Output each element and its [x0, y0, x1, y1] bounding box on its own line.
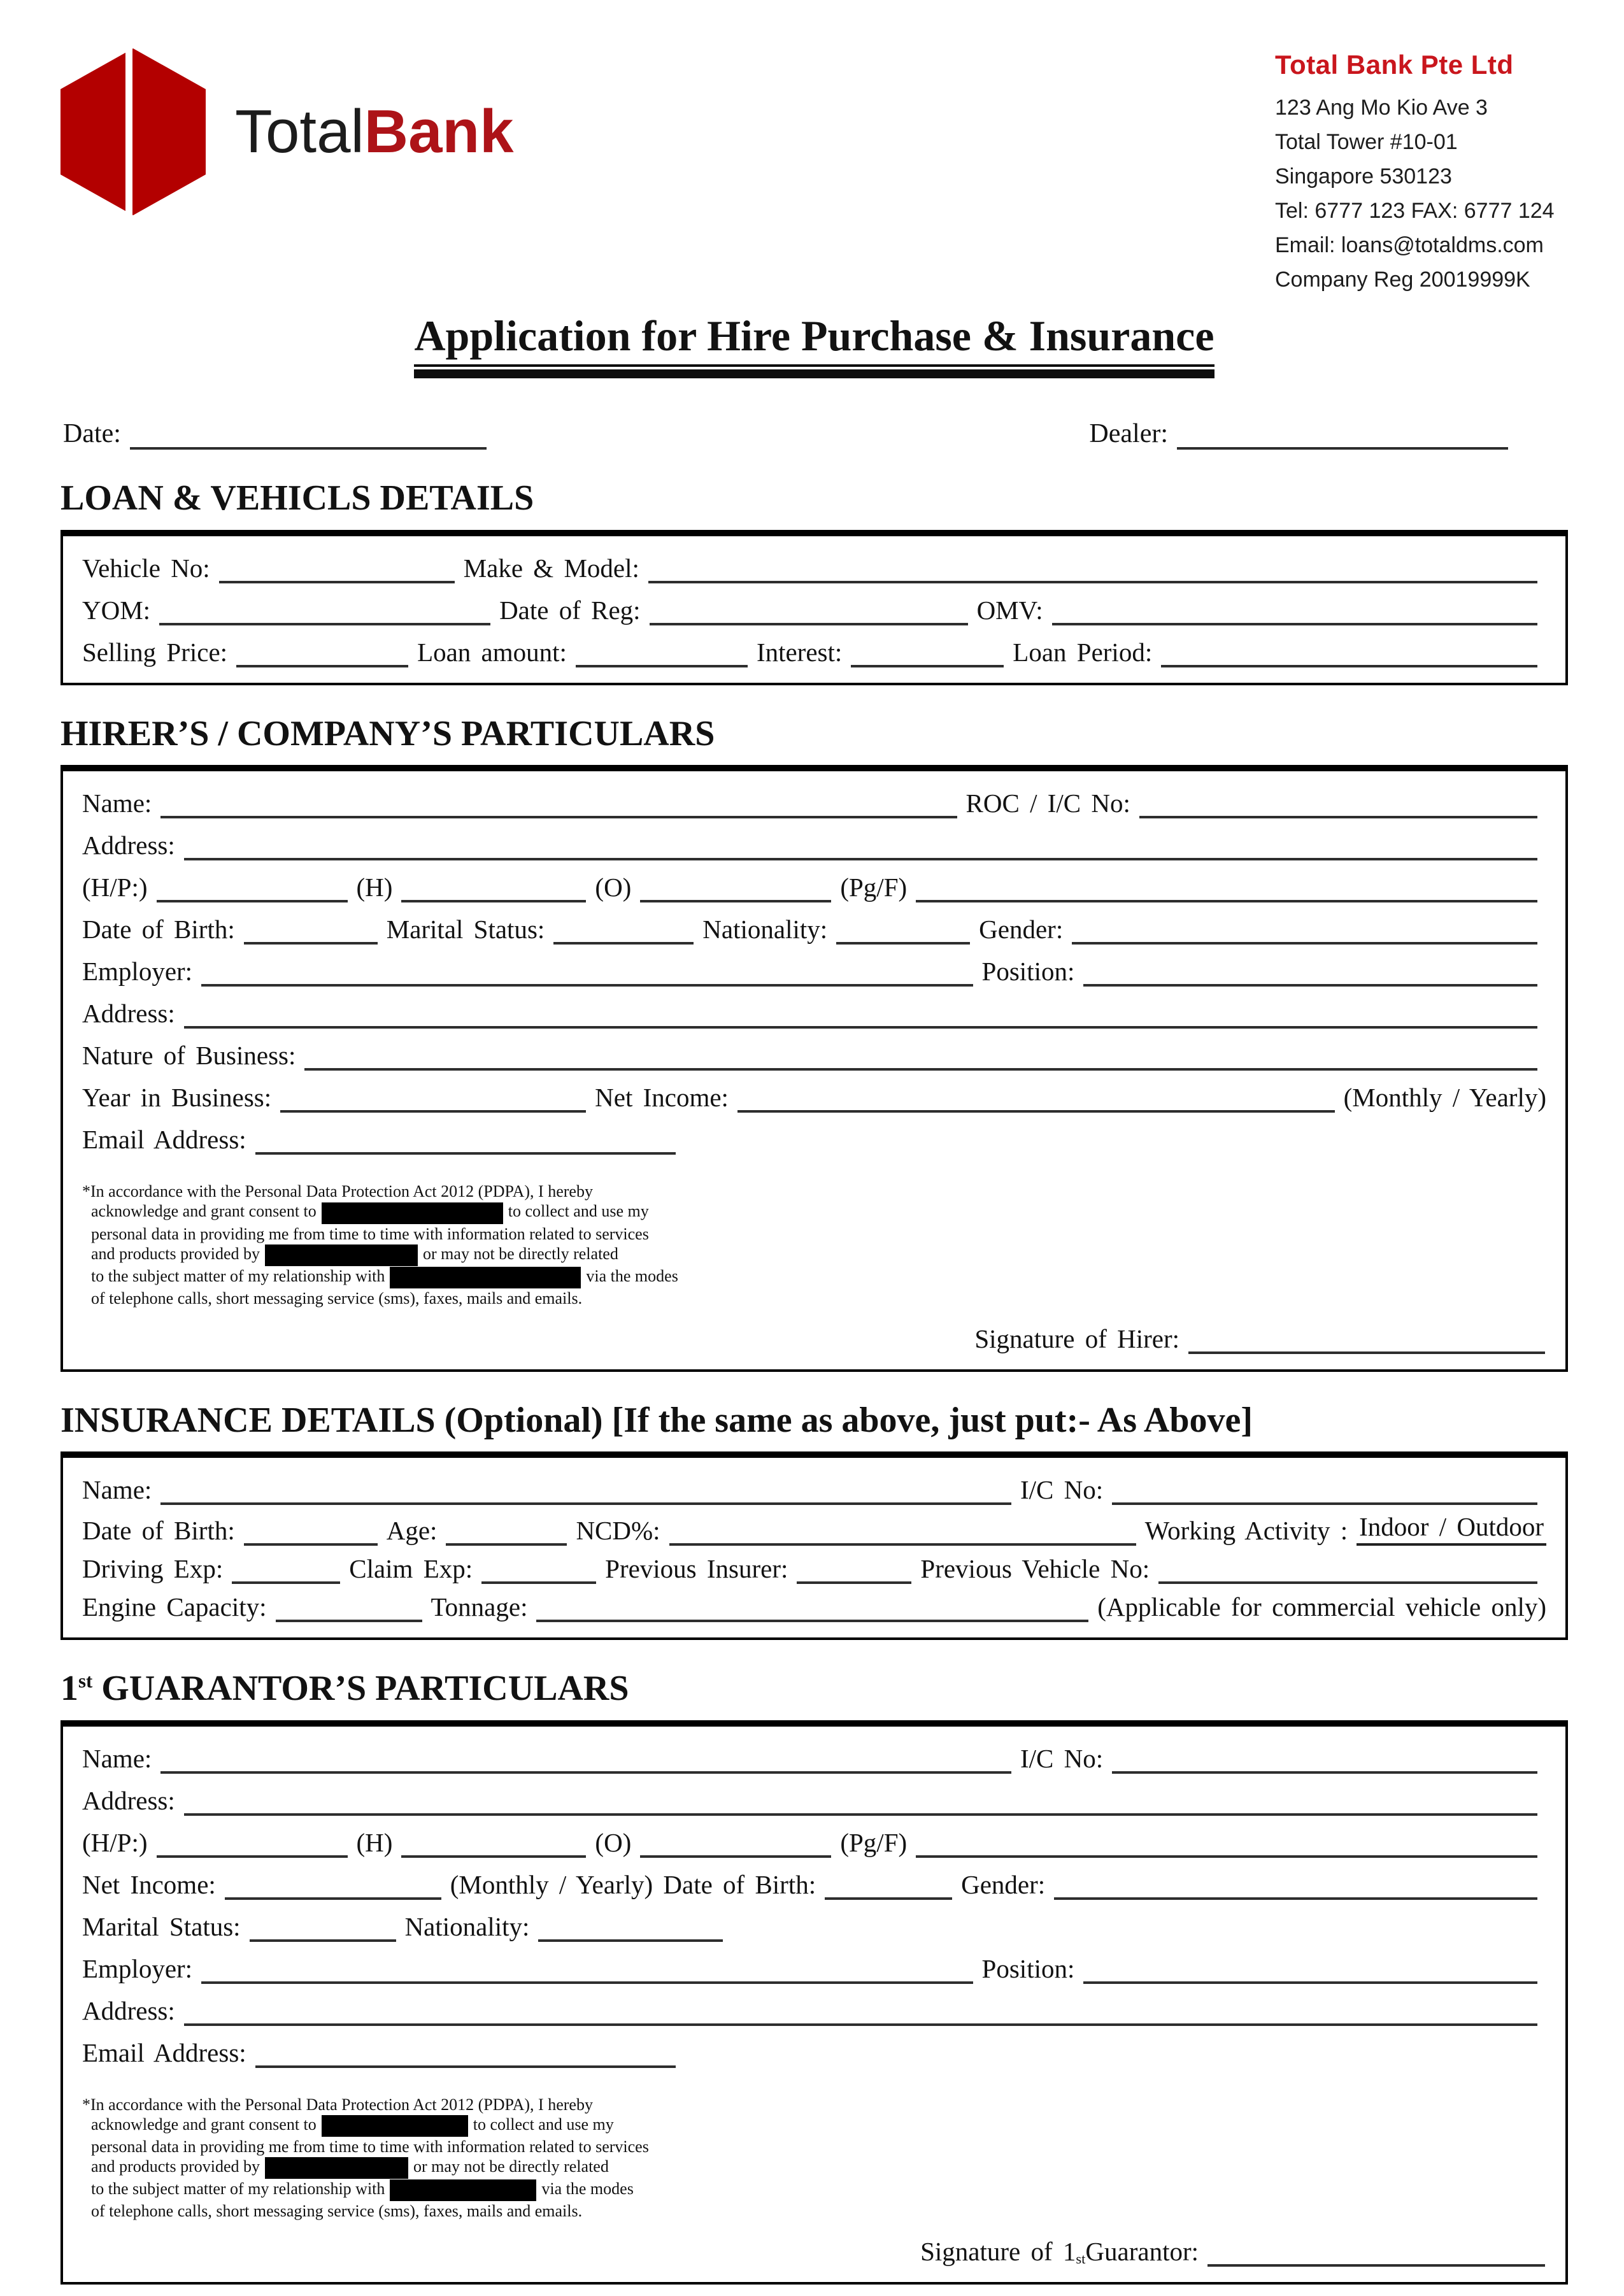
form-row	[82, 1868, 1546, 1900]
letterhead-lines	[1275, 90, 1568, 297]
blank-line	[184, 1784, 1537, 1816]
field-label: 1	[61, 1669, 78, 1709]
field-label: to collect and use my	[508, 1202, 649, 1221]
letterhead-line: Tel: 6777 123 FAX: 6777 124	[1275, 199, 1555, 224]
redaction-box	[322, 1202, 503, 1224]
field-label: or may not be directly related	[423, 1244, 618, 1263]
blank-line	[538, 1910, 723, 1942]
field-label: Date of Reg:	[499, 595, 641, 625]
blank-line	[553, 913, 694, 945]
form-sections	[61, 479, 1568, 2285]
blank-line	[1207, 2235, 1545, 2267]
blank-line	[201, 955, 972, 987]
date-field	[63, 418, 495, 450]
blank-line	[916, 871, 1537, 902]
fine-print-line	[82, 1244, 674, 1266]
blank-line	[159, 594, 490, 625]
form-row	[82, 1826, 1546, 1858]
field-label: Email Address:	[82, 1125, 246, 1155]
field-label: acknowledge and grant consent to	[91, 1202, 317, 1221]
form-title: Application for Hire Purchase & Insurance	[414, 311, 1214, 367]
blank-line	[255, 2036, 676, 2068]
fine-print-line	[82, 2157, 674, 2179]
field-label: (Pg/F)	[840, 1827, 908, 1857]
blank-line	[481, 1552, 596, 1584]
blank-line	[255, 1123, 676, 1155]
field-label: (H/P:)	[82, 873, 148, 902]
field-label: Selling Price:	[82, 637, 228, 667]
blank-line	[1054, 1868, 1537, 1900]
field-label: Loan amount:	[417, 637, 567, 667]
field-label: I/C No:	[1020, 1743, 1104, 1773]
blank-line	[184, 997, 1537, 1029]
form-row	[82, 2036, 1546, 2068]
field-label: Engine Capacity:	[82, 1592, 267, 1622]
letterhead-line: Total Tower #10-01	[1275, 130, 1458, 155]
fine-print-line	[82, 2201, 674, 2221]
blank-line	[446, 1514, 567, 1546]
field-label: Gender:	[979, 915, 1064, 945]
field-label: ROC / I/C No:	[965, 788, 1130, 818]
redaction-box	[390, 1267, 581, 1288]
field-label: Previous Insurer:	[605, 1554, 788, 1584]
fine-print-line	[82, 2137, 674, 2157]
dealer-label: Dealer:	[1089, 419, 1168, 449]
field-label: Name:	[82, 788, 152, 818]
blank-line	[640, 871, 831, 902]
field-label: Age:	[386, 1516, 438, 1546]
field-label: NCD%:	[576, 1516, 660, 1546]
field-label: via the modes	[541, 2179, 634, 2198]
form-row	[82, 1910, 1546, 1942]
fine-print-line	[82, 2095, 674, 2114]
field-label: and products provided by	[91, 2157, 260, 2176]
field-label: INSURANCE DETAILS (Optional) [If the same as above, just put:- As Above]	[61, 1400, 1253, 1440]
section-box-hirer-company-particulars	[61, 765, 1568, 1371]
form-row	[82, 1081, 1546, 1113]
underlined-option-label: Indoor / Outdoor	[1357, 1511, 1546, 1546]
section-header-hirer-company-particulars	[61, 715, 1568, 754]
fine-print-line	[82, 2179, 674, 2201]
field-label: (Pg/F)	[840, 873, 908, 902]
section-header-insurance-details	[61, 1401, 1568, 1441]
letterhead-contact-block	[1275, 50, 1568, 297]
field-label: I/C No:	[1020, 1475, 1104, 1505]
form-title-wrap	[61, 311, 1568, 378]
fine-print-line	[82, 1181, 674, 1201]
field-label: YOM:	[82, 595, 151, 625]
signature-row	[82, 1322, 1546, 1354]
superscript-text: st	[78, 1670, 93, 1692]
blank-line	[244, 1514, 378, 1546]
field-label: Guarantor:	[1085, 2236, 1199, 2266]
blank-line	[157, 1826, 348, 1858]
field-label: Address:	[82, 831, 175, 860]
dealer-blank-line	[1177, 418, 1508, 450]
fine-print-line	[82, 1224, 674, 1244]
field-label: Previous Vehicle No:	[920, 1554, 1150, 1584]
blank-line	[836, 913, 970, 945]
field-label: Nature of Business:	[82, 1041, 296, 1071]
blank-line	[219, 552, 455, 583]
pdpa-fine-print	[82, 1181, 678, 1308]
form-row	[82, 1552, 1546, 1584]
fine-print-line	[82, 1201, 674, 1223]
redaction-box	[390, 2179, 536, 2201]
field-label: OMV:	[976, 595, 1043, 625]
field-label: Date of Birth:	[82, 1516, 235, 1546]
field-label: Interest:	[756, 637, 843, 667]
field-label: (O)	[595, 873, 632, 902]
blank-line	[1112, 1473, 1537, 1505]
blank-line	[825, 1868, 952, 1900]
field-label: Net Income:	[82, 1869, 216, 1899]
field-label: Loan Period:	[1013, 637, 1153, 667]
field-label: personal data in providing me from time to time with information related to services	[91, 2137, 649, 2156]
blank-line	[160, 1742, 1011, 1774]
form-row	[82, 913, 1546, 945]
form-row	[82, 955, 1546, 987]
section-header-first-guarantor-particulars	[61, 1669, 1568, 1709]
blank-line	[401, 1826, 586, 1858]
bank-logo	[61, 48, 514, 215]
blank-line	[916, 1826, 1537, 1858]
blank-line	[1139, 787, 1537, 818]
blank-line	[276, 1590, 422, 1622]
wordmark-bank: Bank	[364, 97, 514, 166]
field-label: acknowledge and grant consent to	[91, 2114, 317, 2134]
field-label: (Applicable for commercial vehicle only)	[1097, 1592, 1546, 1622]
field-label: Nationality:	[404, 1911, 530, 1941]
form-row	[82, 997, 1546, 1029]
form-row	[82, 1039, 1546, 1071]
field-label: Address:	[82, 999, 175, 1029]
form-row	[82, 829, 1546, 860]
field-label: Make & Model:	[463, 553, 639, 583]
section-box-loan-vehicle-details	[61, 530, 1568, 685]
blank-line	[1083, 955, 1537, 987]
letterhead-line: Company Reg 20019999K	[1275, 267, 1530, 292]
field-label: Position:	[981, 1953, 1075, 1983]
field-label: Claim Exp:	[349, 1554, 473, 1584]
blank-line	[1158, 1552, 1537, 1584]
blank-line	[232, 1552, 340, 1584]
field-label: (O)	[595, 1827, 632, 1857]
form-row	[82, 1123, 1546, 1155]
blank-line	[225, 1868, 441, 1900]
blank-line	[236, 636, 408, 667]
field-label: (Monthly / Yearly)	[1343, 1083, 1546, 1113]
section-header-loan-vehicle-details	[61, 479, 1568, 518]
field-label: Working Activity :	[1144, 1516, 1348, 1546]
bank-logo-hexagon-icon	[61, 48, 206, 215]
form-row	[82, 636, 1546, 667]
blank-line	[184, 829, 1537, 860]
field-label: *In accordance with the Personal Data Protection Act 2012 (PDPA), I hereby	[82, 2095, 593, 2114]
blank-line	[160, 787, 957, 818]
form-row	[82, 1952, 1546, 1984]
field-label: Employer:	[82, 1953, 193, 1983]
blank-line	[201, 1952, 972, 1984]
field-label: Net Income:	[595, 1083, 729, 1113]
field-label: or may not be directly related	[413, 2157, 609, 2176]
field-label: via the modes	[586, 1266, 678, 1285]
field-label: Marital Status:	[386, 915, 545, 945]
field-label: Name:	[82, 1743, 152, 1773]
form-row	[82, 1994, 1546, 2026]
redaction-box	[265, 1244, 418, 1266]
field-label: Address:	[82, 1995, 175, 2025]
field-label: of telephone calls, short messaging service (sms), faxes, mails and emails.	[91, 1288, 583, 1308]
field-label: Name:	[82, 1475, 152, 1505]
field-label: to collect and use my	[473, 2114, 614, 2134]
form-row	[82, 1473, 1546, 1505]
pdpa-fine-print	[82, 2095, 674, 2221]
field-label: Driving Exp:	[82, 1554, 224, 1584]
blank-line	[160, 1473, 1011, 1505]
wordmark-total: Total	[235, 97, 364, 166]
form-title-rule	[414, 311, 1214, 378]
date-blank-line	[130, 418, 487, 450]
field-label: Address:	[82, 1785, 175, 1815]
blank-line	[648, 552, 1537, 583]
superscript-text: st	[1076, 2251, 1086, 2267]
field-label: *In accordance with the Personal Data Protection Act 2012 (PDPA), I hereby	[82, 1182, 593, 1201]
letterhead-line: Singapore 530123	[1275, 164, 1452, 189]
fine-print-line	[82, 1266, 678, 1288]
field-label: Marital Status:	[82, 1911, 241, 1941]
form-row	[82, 552, 1546, 583]
letterhead-line: Email: loans@totaldms.com	[1275, 233, 1544, 258]
form-row	[82, 1511, 1546, 1546]
blank-line	[1161, 636, 1537, 667]
blank-line	[1072, 913, 1537, 945]
field-label: Signature of Hirer:	[974, 1323, 1179, 1353]
blank-line	[851, 636, 1004, 667]
field-label: to the subject matter of my relationship with	[91, 2179, 385, 2198]
field-label: Vehicle No:	[82, 553, 210, 583]
blank-line	[280, 1081, 586, 1113]
redaction-box	[322, 2115, 468, 2137]
company-name: Total Bank Pte Ltd	[1275, 50, 1514, 80]
field-label: LOAN & VEHICLS DETAILS	[61, 478, 534, 518]
field-label: Position:	[981, 957, 1075, 987]
field-label: Tonnage:	[431, 1592, 528, 1622]
field-label: Email Address:	[82, 2037, 246, 2067]
date-label: Date:	[63, 419, 121, 449]
field-label: (H)	[356, 1827, 393, 1857]
blank-line	[244, 913, 378, 945]
blank-line	[1052, 594, 1537, 625]
field-label: (H)	[356, 873, 393, 902]
field-label: of telephone calls, short messaging service (sms), faxes, mails and emails.	[91, 2201, 583, 2220]
blank-line	[401, 871, 586, 902]
field-label: Year in Business:	[82, 1083, 272, 1113]
field-label: GUARANTOR’S PARTICULARS	[92, 1669, 629, 1709]
form-row	[82, 1784, 1546, 1816]
field-label: personal data in providing me from time to time with information related to services	[91, 1224, 649, 1243]
field-label: Date of Birth:	[82, 915, 235, 945]
blank-line	[1188, 1322, 1545, 1354]
blank-line	[640, 1826, 831, 1858]
field-label: to the subject matter of my relationship with	[91, 1266, 385, 1285]
blank-line	[1112, 1742, 1537, 1774]
fine-print-line	[82, 1288, 674, 1308]
field-label: Employer:	[82, 957, 193, 987]
field-label: and products provided by	[91, 1244, 260, 1263]
form-row	[82, 871, 1546, 902]
blank-line	[536, 1590, 1088, 1622]
blank-line	[250, 1910, 396, 1942]
field-label: (Monthly / Yearly) Date of Birth:	[450, 1869, 816, 1899]
blank-line	[797, 1552, 911, 1584]
fine-print-line	[82, 2114, 674, 2137]
field-label: Nationality:	[702, 915, 828, 945]
letterhead	[61, 45, 1568, 297]
form-row	[82, 787, 1546, 818]
field-label: Signature of 1	[920, 2236, 1076, 2266]
blank-line	[184, 1994, 1537, 2026]
bank-logo-wordmark	[235, 97, 514, 166]
form-row	[82, 594, 1546, 625]
blank-line	[650, 594, 968, 625]
redaction-box	[265, 2157, 408, 2179]
blank-line	[669, 1514, 1136, 1546]
blank-line	[576, 636, 748, 667]
date-dealer-row	[61, 418, 1568, 450]
blank-line	[737, 1081, 1335, 1113]
dealer-field	[1089, 418, 1517, 450]
field-label: HIRER’S / COMPANY’S PARTICULARS	[61, 713, 715, 753]
letterhead-line: 123 Ang Mo Kio Ave 3	[1275, 96, 1488, 120]
blank-line	[304, 1039, 1537, 1071]
form-row	[82, 1590, 1546, 1622]
signature-row	[82, 2235, 1546, 2267]
blank-line	[1083, 1952, 1537, 1984]
field-label: Gender:	[961, 1869, 1046, 1899]
section-box-first-guarantor-particulars	[61, 1720, 1568, 2285]
form-row	[82, 1742, 1546, 1774]
field-label: (H/P:)	[82, 1827, 148, 1857]
section-box-insurance-details	[61, 1451, 1568, 1640]
blank-line	[157, 871, 348, 902]
